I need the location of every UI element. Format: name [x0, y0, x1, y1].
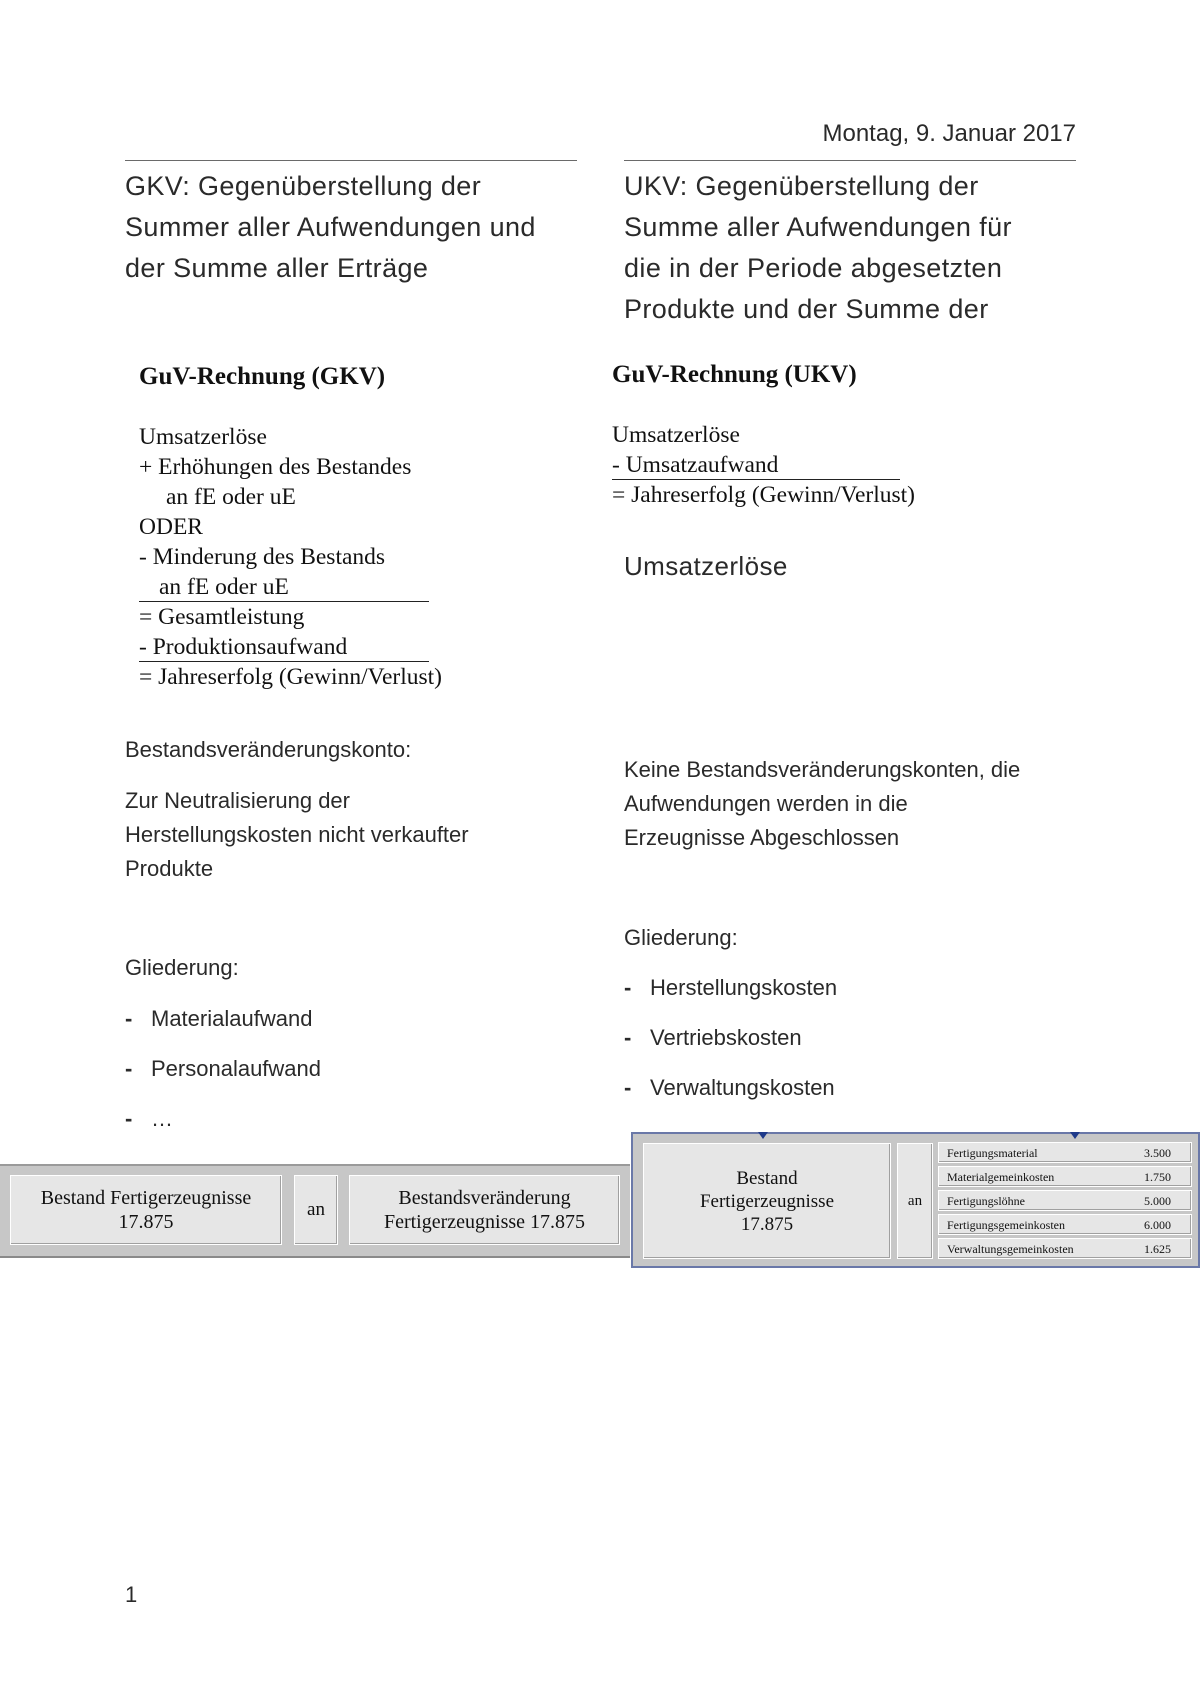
booking-debit-box	[643, 1143, 891, 1259]
bullet-dash: -	[125, 1106, 133, 1131]
list-item	[125, 1094, 321, 1144]
list-item	[125, 1044, 321, 1094]
booking-an-box	[897, 1143, 933, 1259]
list-item-label: Verwaltungskosten	[650, 1075, 835, 1100]
booking-an-box	[294, 1175, 338, 1245]
ukv-konto-line: Erzeugnisse Abgeschlossen	[624, 825, 900, 850]
gkv-guv-underlined-row	[139, 632, 559, 662]
booking-credit-line: Bestandsveränderung	[398, 1187, 571, 1209]
booking-credit-line: Fertigerzeugnisse 17.875	[383, 1211, 586, 1233]
gkv-heading-line: Summer aller Aufwendungen und	[125, 212, 536, 242]
gkv-guv-line: ODER	[139, 514, 203, 540]
gkv-heading-line: der Summe aller Erträge	[125, 253, 429, 283]
ukv-guv-line: Umsatzerlöse	[612, 422, 740, 448]
gkv-guv-underlined-row	[139, 572, 559, 602]
ukv-guv-line: = Jahreserfolg (Gewinn/Verlust)	[612, 482, 915, 508]
gkv-guv-line: Umsatzerlöse	[139, 424, 267, 450]
gkv-gliederung-label: Gliederung:	[125, 955, 239, 980]
cost-row	[938, 1238, 1192, 1259]
page-number: 1	[125, 1582, 138, 1607]
cost-row-name: Fertigungsgemeinkosten	[947, 1218, 1065, 1232]
gkv-guv-block	[139, 362, 559, 692]
gkv-guv-line: + Erhöhungen des Bestandes	[139, 454, 412, 480]
list-item	[125, 994, 321, 1044]
cost-row-value: 1.750	[1144, 1170, 1171, 1184]
gkv-heading-line: GKV: Gegenüberstellung der	[125, 171, 482, 201]
gkv-guv-line: = Gesamtleistung	[139, 604, 305, 630]
ukv-gliederung-label: Gliederung:	[624, 925, 738, 950]
booking-debit-line: 17.875	[118, 1211, 174, 1233]
list-item	[624, 963, 837, 1013]
booking-an-label: an	[907, 1192, 923, 1209]
list-item	[624, 1013, 837, 1063]
gkv-gliederung-list	[125, 994, 321, 1144]
bullet-dash: -	[125, 1056, 133, 1081]
list-item-label: Herstellungskosten	[650, 975, 838, 1000]
gkv-guv-line: - Produktionsaufwand	[139, 633, 429, 662]
gkv-konto-label: Bestandsveränderungskonto:	[125, 737, 412, 762]
gkv-konto-line: Zur Neutralisierung der	[125, 788, 350, 813]
ukv-heading-line: Produkte und der Summe der	[624, 294, 989, 324]
ukv-guv-underlined-row	[612, 450, 1032, 480]
booking-debit-box	[10, 1175, 282, 1245]
ukv-konto-line: Keine Bestandsveränderungskonten, die	[624, 757, 1021, 782]
gkv-konto-text	[125, 784, 565, 886]
gkv-konto-line: Produkte	[125, 856, 214, 881]
cost-row	[938, 1166, 1192, 1187]
cost-row	[938, 1214, 1192, 1235]
ukv-heading	[624, 166, 1094, 330]
gkv-guv-line: an fE oder uE	[166, 484, 296, 510]
ukv-heading-line: die in der Periode abgesetzten	[624, 253, 1003, 283]
right-header-rule	[624, 160, 1076, 161]
bullet-dash: -	[624, 1025, 632, 1050]
gkv-guv-title: GuV-Rechnung (GKV)	[139, 363, 386, 390]
booking-debit-line: Bestand Fertigerzeugnisse	[40, 1187, 252, 1209]
gkv-guv-line: - Minderung des Bestands	[139, 544, 386, 570]
ukv-konto-line: Aufwendungen werden in die	[624, 791, 908, 816]
gkv-heading	[125, 166, 585, 289]
gkv-booking-graphic	[0, 1164, 630, 1258]
ukv-guv-title: GuV-Rechnung (UKV)	[612, 361, 857, 388]
ukv-guv-block	[612, 360, 1032, 510]
ukv-heading-line: Summe aller Aufwendungen für	[624, 212, 1012, 242]
cost-row-value: 5.000	[1144, 1194, 1171, 1208]
left-header-rule	[125, 160, 577, 161]
arrow-down-icon	[758, 1132, 768, 1139]
document-date: Montag, 9. Januar 2017	[822, 120, 1076, 147]
booking-debit-line: Fertigerzeugnisse	[699, 1190, 834, 1212]
gkv-guv-line: = Jahreserfolg (Gewinn/Verlust)	[139, 664, 442, 690]
booking-debit-line: Bestand	[736, 1167, 798, 1189]
booking-credit-box	[349, 1175, 620, 1245]
list-item-label: …	[151, 1106, 173, 1131]
cost-row-value: 6.000	[1144, 1218, 1171, 1232]
arrow-down-icon	[1070, 1132, 1080, 1139]
list-item	[624, 1063, 837, 1113]
cost-row-name: Verwaltungsgemeinkosten	[947, 1242, 1074, 1256]
ukv-gliederung-list	[624, 963, 837, 1113]
bullet-dash: -	[624, 975, 632, 1000]
cost-row-name: Fertigungsmaterial	[947, 1146, 1038, 1160]
cost-row-value: 3.500	[1144, 1146, 1171, 1160]
cost-row-value: 1.625	[1144, 1242, 1171, 1256]
bullet-dash: -	[624, 1075, 632, 1100]
cost-row-name: Materialgemeinkosten	[947, 1170, 1055, 1184]
ukv-umsatz-label: Umsatzerlöse	[624, 551, 788, 581]
ukv-heading-line: UKV: Gegenüberstellung der	[624, 171, 979, 201]
cost-row	[938, 1190, 1192, 1211]
cost-row	[938, 1142, 1192, 1163]
ukv-konto-text	[624, 753, 1094, 855]
list-item-label: Personalaufwand	[151, 1056, 322, 1081]
ukv-guv-line: - Umsatzaufwand	[612, 451, 900, 480]
list-item-label: Vertriebskosten	[650, 1025, 802, 1050]
ukv-booking-graphic	[631, 1132, 1200, 1268]
booking-an-label: an	[307, 1199, 325, 1220]
cost-row-name: Fertigungslöhne	[947, 1194, 1025, 1208]
gkv-guv-line: an fE oder uE	[139, 573, 429, 602]
gkv-konto-line: Herstellungskosten nicht verkaufter	[125, 822, 469, 847]
list-item-label: Materialaufwand	[151, 1006, 313, 1031]
bullet-dash: -	[125, 1006, 133, 1031]
booking-debit-line: 17.875	[740, 1213, 794, 1235]
